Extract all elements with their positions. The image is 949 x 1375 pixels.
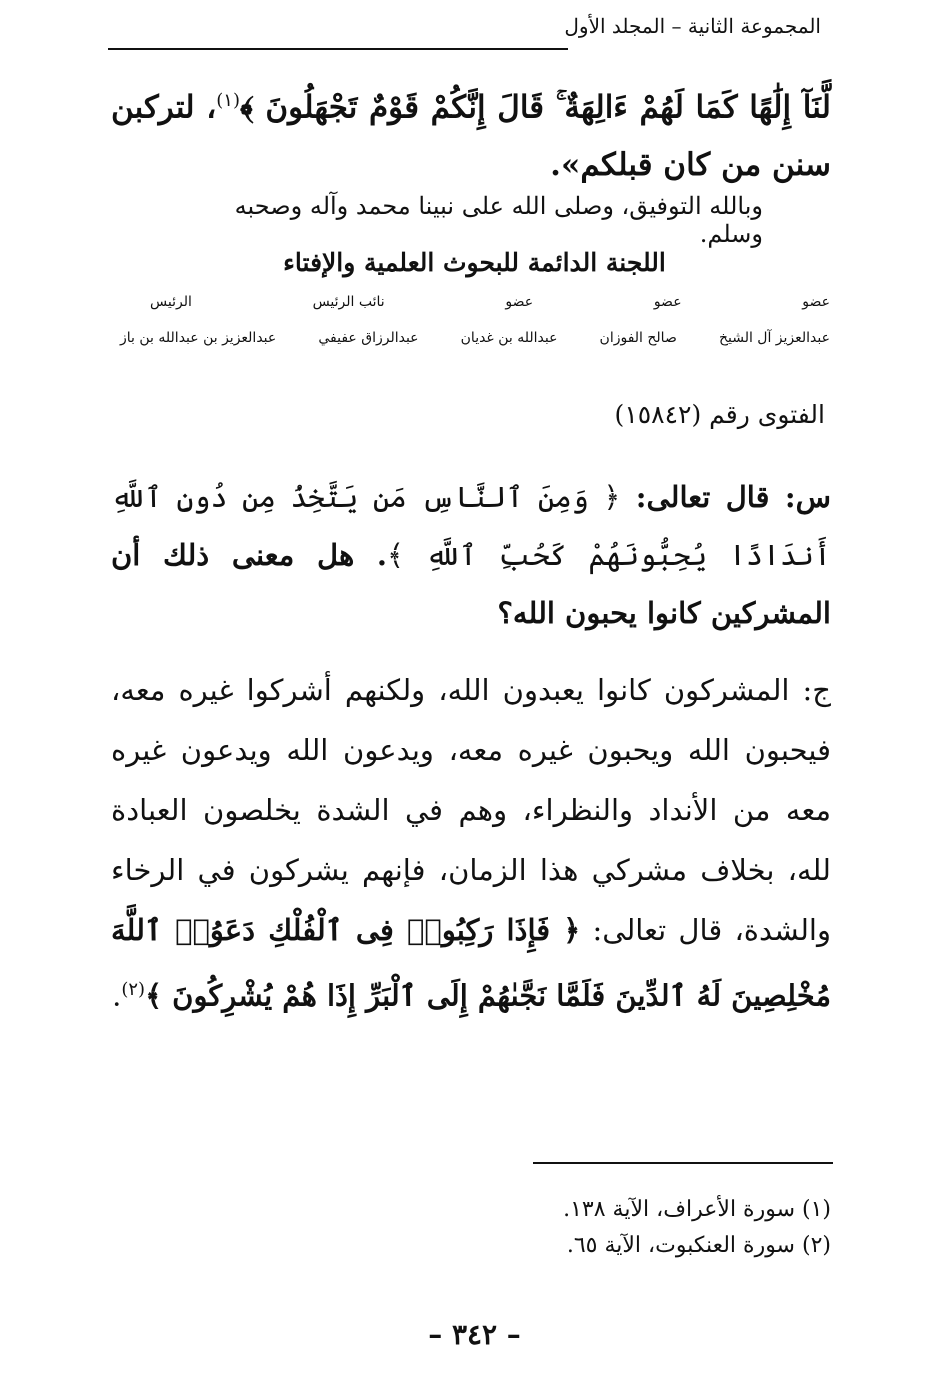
footnotes	[563, 1192, 831, 1264]
signatory-name: عبدالرزاق عفيفي	[318, 330, 419, 346]
signatory-name: صالح الفوزان	[599, 330, 677, 346]
signatory-name: عبدالعزيز آل الشيخ	[718, 330, 830, 346]
quran-verse: لَّنَآ إِلَٰهًا كَمَا لَهُمْ ءَالِهَةٌ ۚ قَالَ إِنَّكُمْ قَوْمٌ تَجْهَلُونَ ﴾	[240, 89, 831, 126]
signatory-names	[120, 330, 830, 346]
quran-verse: ﴿ وَمِنَ ٱلنَّاسِ مَن يَتَّخِذُ مِن دُونِ ٱللَّهِ أَندَادًا يُحِبُّونَهُمْ كَحُبِّ ٱللَّهِ ﴾	[111, 480, 831, 572]
footnote-1: (١) سورة الأعراف، الآية ١٣٨.	[563, 1197, 831, 1222]
footnote-mark: (١)	[216, 90, 240, 111]
closing-formula: وبالله التوفيق، وصلى الله على نبينا محمد وآله وصحبه وسلم.	[234, 192, 763, 248]
answer-text: ج: المشركون كانوا يعبدون الله، ولكنهم أشركوا غيره معه، فيحبون الله ويحبون غيره معه، ويدعون الله ويدعون غيره معه من الأنداد والنظراء، وهم في الشدة يخلصون العبادة لله، بخلاف مشركي هذا الزمان، فإنهم يشركون في الرخاء والشدة، قال تعالى:	[111, 673, 831, 947]
footnote-divider	[533, 1162, 833, 1164]
quran-verse: ﴿ فَإِذَا رَكِبُوا۟ فِى ٱلْفُلْكِ دَعَوُا۟ ٱللَّهَ مُخْلِصِينَ لَهُ ٱلدِّينَ فَلَمَّا نَجَّىٰهُمْ إِلَى ٱلْبَرِّ إِذَا هُمْ يُشْرِكُونَ ﴾	[111, 913, 831, 1013]
signatory-roles	[150, 294, 850, 310]
answer-end: .	[112, 978, 122, 1013]
footnote-mark: (٢)	[121, 979, 146, 1000]
committee-title: اللجنة الدائمة للبحوث العلمية والإفتاء	[283, 248, 666, 277]
hadith-text: ، لتركبن سنن من كان قبلكم».	[111, 89, 831, 184]
question-paragraph	[111, 468, 831, 642]
role-member-3: عضو	[505, 294, 534, 310]
question-prefix: س: قال تعالى:	[620, 480, 831, 514]
role-member-1: عضو	[802, 294, 830, 310]
role-president: الرئيس	[150, 294, 192, 310]
signatory-name: عبدالله بن غديان	[460, 330, 558, 346]
fatwa-number: الفتوى رقم (١٥٨٤٢)	[614, 400, 825, 429]
footnote-2: (٢) سورة العنكبوت، الآية ٦٥.	[566, 1233, 831, 1258]
question-text: . هل معنى ذلك أن المشركين كانوا يحبون الله؟	[111, 538, 831, 630]
paragraph-continuation	[111, 72, 831, 194]
page-number: – ٣٤٢ –	[428, 1318, 521, 1351]
signatory-name: عبدالعزيز بن عبدالله بن باز	[120, 330, 277, 346]
role-member-2: عضو	[653, 294, 682, 310]
role-vice-president: نائب الرئيس	[312, 294, 385, 310]
header-divider	[108, 48, 568, 50]
answer-paragraph	[111, 660, 831, 1026]
running-header: المجموعة الثانية – المجلد الأول	[564, 14, 821, 38]
